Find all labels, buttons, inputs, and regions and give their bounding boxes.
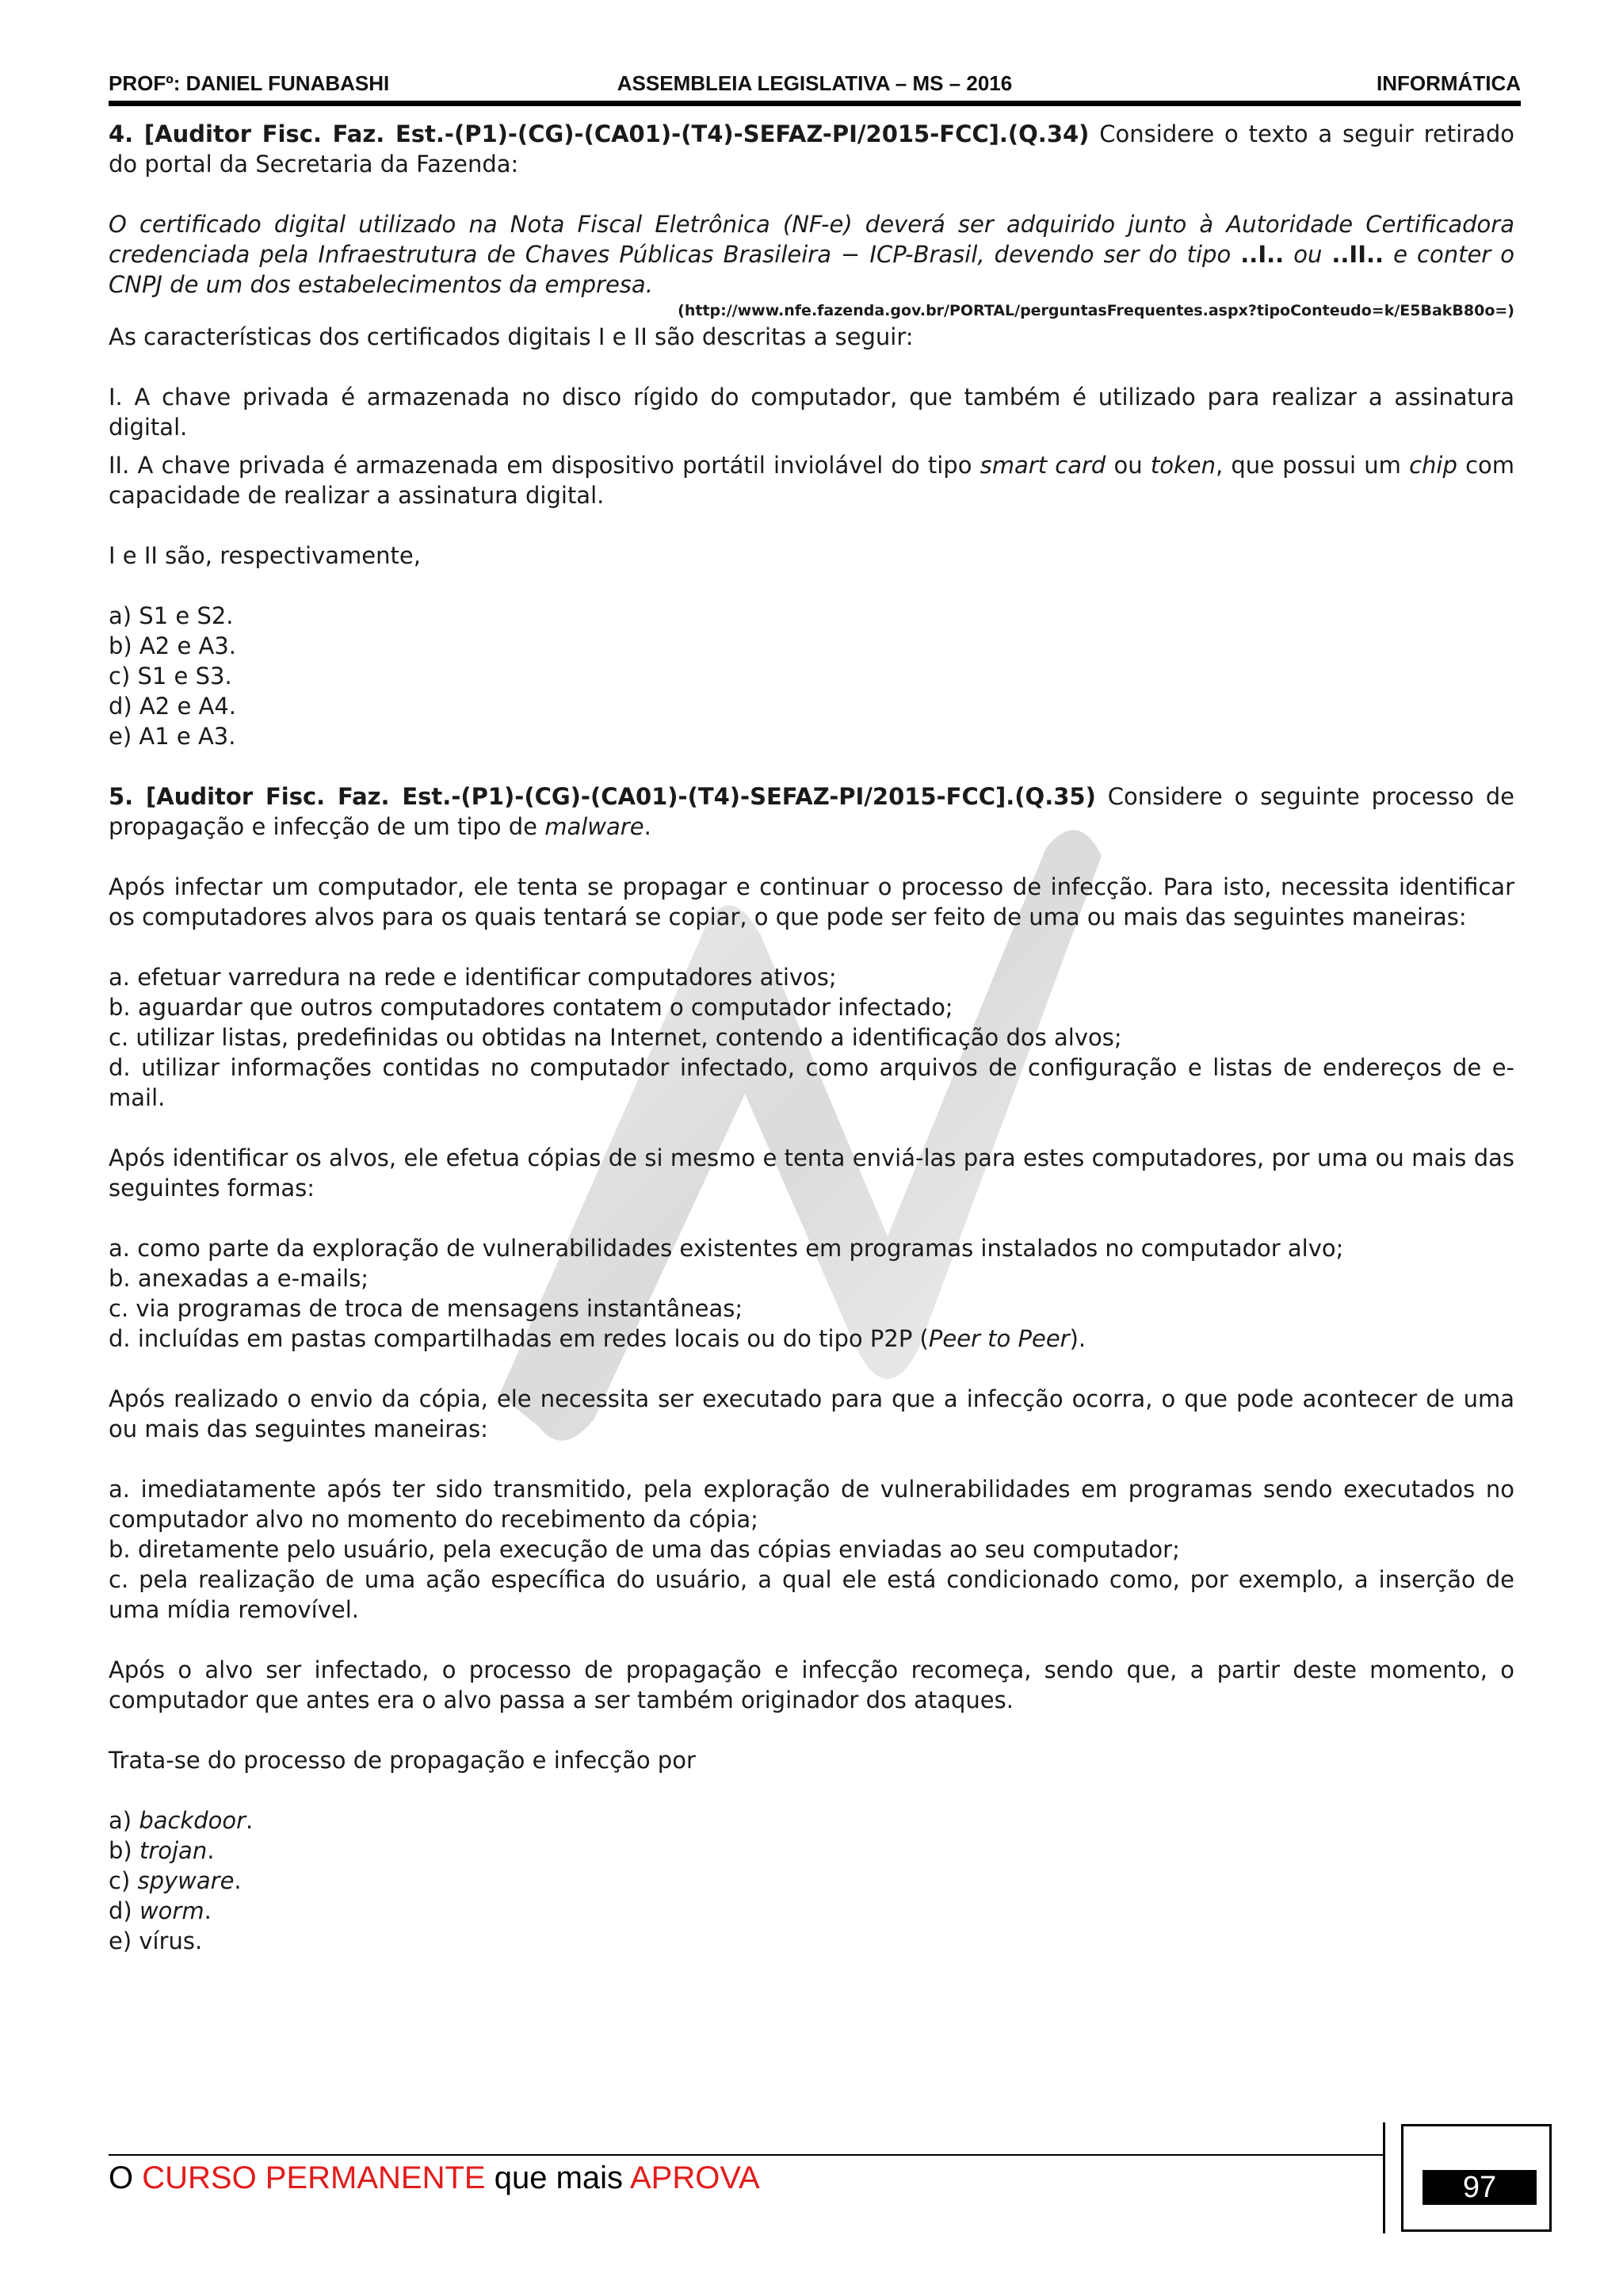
q4-head: 4. [Auditor Fisc. Faz. Est.-(P1)-(CG)-(CA01)-(T4)-SEFAZ-PI/2015-FCC].(Q.34) <box>109 120 1090 147</box>
q4-term-token: token <box>1150 452 1216 479</box>
q5-list3-a: a. imediatamente após ter sido transmitido, pela exploração de vulnerabilidades em programas sendo executados no computador alvo no momento do recebimento da cópia; <box>109 1476 1514 1533</box>
q5-list1-a: a. efetuar varredura na rede e identificar computadores ativos; <box>109 964 837 991</box>
q5-list2-d <box>109 1324 1514 1354</box>
q4-quote <box>109 209 1514 300</box>
q5-option-e-suffix: vírus. <box>139 1927 203 1954</box>
q5-list2-b: b. anexadas a e-mails; <box>109 1265 369 1292</box>
q5-option-d-suffix: . <box>204 1897 212 1924</box>
q4-option-a: a) S1 e S2. <box>109 602 234 629</box>
q5-list3-b: b. diretamente pelo usuário, pela execução de uma das cópias enviadas ao seu computador; <box>109 1536 1180 1563</box>
q5-list1-d: d. utilizar informações contidas no computador infectado, como arquivos de configuração e listas de endereços de e-mail. <box>109 1054 1514 1111</box>
q5-list2-d-text: d. incluídas em pastas compartilhadas em redes locais ou do tipo P2P ( <box>109 1325 929 1352</box>
q5-paragraph-4: Após o alvo ser infectado, o processo de propagação e infecção recomeça, sendo que, a partir deste momento, o computador que antes era o alvo passa a ser também originador dos ataques. <box>109 1656 1514 1713</box>
q4-quote-text: O certificado digital utilizado na Nota Fiscal Eletrônica (NF-e) deverá ser adquirido junto à Autoridade Certificadora credenciada pela Infraestrutura de Chaves Públicas Brasileira − ICP-Brasil, devendo ser do tipo <box>109 211 1514 268</box>
page-header <box>109 71 1521 100</box>
q5-option-e-prefix: e) <box>109 1927 139 1954</box>
q5-option-e <box>109 1926 1514 1956</box>
q4-item-2-text: II. A chave privada é armazenada em dispositivo portátil inviolável do tipo <box>109 452 980 479</box>
q5-list3-c: c. pela realização de uma ação específica do usuário, a qual ele está condicionado como, por exemplo, a inserção de uma mídia removível. <box>109 1566 1514 1623</box>
q5-intro-end: . <box>643 813 651 840</box>
header-exam: ASSEMBLEIA LEGISLATIVA – MS – 2016 <box>617 71 1013 95</box>
q5-option-c-prefix: c) <box>109 1867 138 1894</box>
q5-option-b-term: trojan <box>139 1837 208 1864</box>
header-author: PROFº: DANIEL FUNABASHI <box>109 71 390 95</box>
q5-option-c-term: spyware <box>137 1867 235 1894</box>
q4-quote-mid: ou <box>1284 241 1332 268</box>
q5-option-a-term: backdoor <box>139 1807 246 1834</box>
q5-option-a-prefix: a) <box>109 1807 139 1834</box>
q5-option-b <box>109 1836 1514 1866</box>
footer-vertical-rule <box>1383 2122 1385 2233</box>
q4-item-2-end: com capacidade de realizar a assinatura digital. <box>109 452 1515 509</box>
q4-option-e: e) A1 e A3. <box>109 723 236 750</box>
q4-item-2-mid: , que possui um <box>1215 452 1410 479</box>
q5-option-c <box>109 1866 1514 1896</box>
footer-slogan-2: CURSO PERMANENTE <box>142 2160 486 2195</box>
footer-slogan-1: O <box>109 2160 143 2195</box>
q5-list2-d-end: ). <box>1069 1325 1086 1352</box>
q5-head: 5. [Auditor Fisc. Faz. Est.-(P1)-(CG)-(CA01)-(T4)-SEFAZ-PI/2015-FCC].(Q.35) <box>109 783 1096 810</box>
q4-question: I e II são, respectivamente, <box>109 542 421 569</box>
q4-item-2 <box>109 450 1514 510</box>
page-content <box>109 119 1514 1956</box>
q4-term-smartcard: smart card <box>980 452 1106 479</box>
q5-option-b-prefix: b) <box>109 1837 139 1864</box>
q5-paragraph-1: Após infectar um computador, ele tenta se propagar e continuar o processo de infecção. Para isto, necessita identificar os computadores alvos para os quais tentará se copiar, o que pode ser feito de uma ou mais das seguintes maneiras: <box>109 873 1514 930</box>
q5-option-d <box>109 1896 1514 1926</box>
q4-option-c: c) S1 e S3. <box>109 663 232 690</box>
q4-quote-end: e conter o CNPJ de um dos estabelecimentos da empresa. <box>109 241 1515 298</box>
q5-term-malware: malware <box>544 813 644 840</box>
q5-list1-c: c. utilizar listas, predefinidas ou obtidas na Internet, contendo a identificação dos alvos; <box>109 1024 1122 1051</box>
footer-slogan-4: APROVA <box>629 2160 760 2195</box>
q4-blank-1: ..I.. <box>1240 241 1285 268</box>
q5-option-b-suffix: . <box>207 1837 215 1864</box>
q5-list2-a: a. como parte da exploração de vulnerabilidades existentes em programas instalados no computador alvo; <box>109 1235 1344 1262</box>
footer-divider <box>109 2154 1383 2156</box>
q4-option-d: d) A2 e A4. <box>109 693 237 720</box>
q5-list2-c: c. via programas de troca de mensagens instantâneas; <box>109 1295 743 1322</box>
q4-item-1: I. A chave privada é armazenada no disco rígido do computador, que também é utilizado para realizar a assinatura digital. <box>109 384 1514 441</box>
q5-title <box>109 781 1514 842</box>
q5-paragraph-3: Após realizado o envio da cópia, ele necessita ser executado para que a infecção ocorra, o que pode acontecer de uma ou mais das seguintes maneiras: <box>109 1385 1514 1442</box>
q4-option-b: b) A2 e A3. <box>109 632 237 659</box>
q5-option-c-suffix: . <box>234 1867 242 1894</box>
q4-title <box>109 119 1514 179</box>
q5-option-d-prefix: d) <box>109 1897 139 1924</box>
q5-question: Trata-se do processo de propagação e infecção por <box>109 1747 696 1774</box>
page-number: 97 <box>1423 2170 1537 2205</box>
q4-intro: Considere o texto a seguir retirado do portal da Secretaria da Fazenda: <box>109 120 1514 178</box>
q4-blank-2: ..II.. <box>1331 241 1384 268</box>
q5-option-d-term: worm <box>139 1897 204 1924</box>
header-subject: INFORMÁTICA <box>1377 71 1521 95</box>
footer-slogan <box>109 2160 760 2196</box>
q5-list1-b: b. aguardar que outros computadores contatem o computador infectado; <box>109 994 953 1021</box>
q4-source-url: (http://www.nfe.fazenda.gov.br/PORTAL/perguntasFrequentes.aspx?tipoConteudo=k/E5BakB80o=) <box>678 302 1514 319</box>
q4-desc: As características dos certificados digitais I e II são descritas a seguir: <box>109 323 914 350</box>
header-divider <box>109 101 1521 106</box>
q5-intro: Considere o seguinte processo de propagação e infecção de um tipo de <box>109 783 1514 840</box>
q4-item-2-or: ou <box>1106 452 1151 479</box>
q4-term-chip: chip <box>1409 452 1457 479</box>
footer-slogan-3: que mais <box>485 2160 630 2195</box>
q5-option-a <box>109 1805 1514 1836</box>
q5-paragraph-2: Após identificar os alvos, ele efetua cópias de si mesmo e tenta enviá-las para estes computadores, por uma ou mais das seguintes formas: <box>109 1144 1514 1201</box>
q5-term-p2p: Peer to Peer <box>928 1325 1070 1352</box>
q5-option-a-suffix: . <box>246 1807 254 1834</box>
